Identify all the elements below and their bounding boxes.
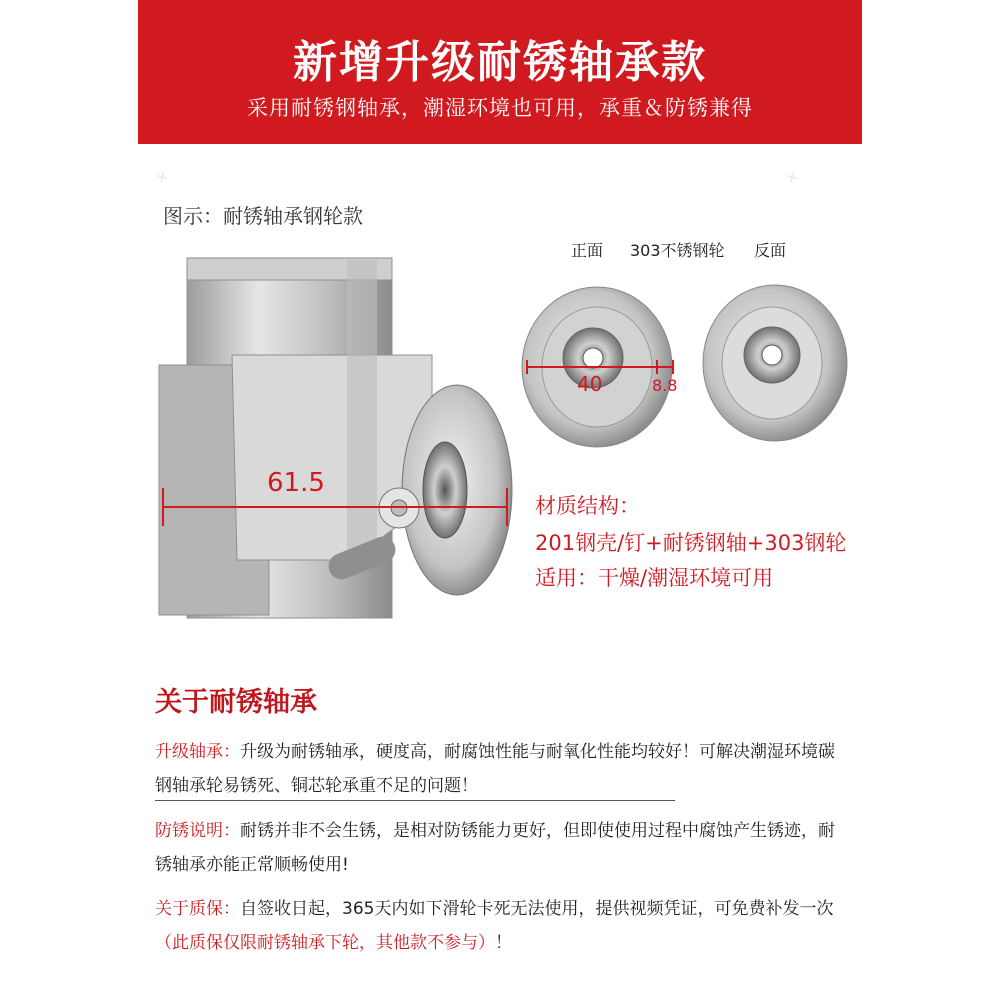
warranty-end: ！ — [495, 933, 512, 953]
wheel-back-view — [703, 285, 847, 441]
material-usage: 适用：干燥/潮湿环境可用 — [535, 566, 774, 590]
tag-warranty: 关于质保： — [155, 899, 240, 919]
housing-width: 61.5 — [267, 468, 325, 498]
paragraph-warranty — [155, 892, 835, 960]
paragraph-upgrade — [155, 735, 835, 803]
figure-caption: 图示：耐锈轴承钢轮款 — [163, 204, 363, 228]
watermark: ✕ — [783, 168, 802, 188]
text-upgrade: 升级为耐锈轴承，硬度高，耐腐蚀性能与耐氧化性能均较好！可解决潮湿环境碳钢轴承轮易锈死、铜芯轮承重不足的问题！ — [155, 742, 835, 796]
label-back: 反面 — [754, 241, 787, 260]
paragraph-rustproof — [155, 814, 835, 882]
divider — [155, 800, 675, 801]
label-material: 303不锈钢轮 — [630, 241, 725, 260]
product-detail-page — [127, 0, 873, 1000]
pulley-wheel — [402, 385, 512, 595]
pulley-housing — [159, 258, 432, 618]
section-title: 关于耐锈轴承 — [155, 687, 317, 718]
tag-upgrade: 升级轴承： — [155, 742, 240, 762]
banner-title: 新增升级耐锈轴承款 — [293, 37, 707, 88]
wheel-diameter: 40 — [577, 372, 603, 396]
label-front: 正面 — [571, 241, 604, 260]
watermark: ✕ — [153, 168, 172, 188]
wheel-width: 8.8 — [652, 376, 678, 395]
tag-rustproof: 防锈说明： — [155, 821, 240, 841]
banner-subtitle: 采用耐锈钢轴承，潮湿环境也可用，承重＆防锈兼得 — [247, 96, 753, 120]
material-title: 材质结构： — [535, 494, 640, 518]
text-warranty: 自签收日起，365天内如下滑轮卡死无法使用，提供视频凭证，可免费补发一次 — [240, 899, 834, 919]
warranty-note: （此质保仅限耐锈轴承下轮，其他款不参与） — [155, 933, 495, 953]
material-composition: 201钢壳/钉+耐锈钢轴+303钢轮 — [535, 531, 847, 555]
text-rustproof: 耐锈并非不会生锈，是相对防锈能力更好，但即使使用过程中腐蚀产生锈迹，耐锈轴承亦能正常顺畅使用! — [155, 821, 835, 875]
